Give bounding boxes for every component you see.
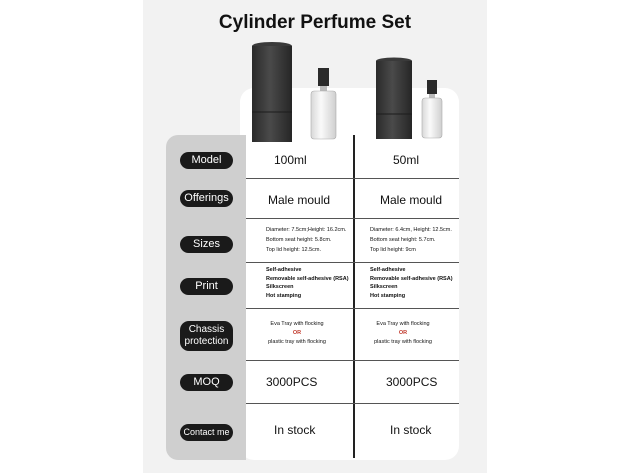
row-divider bbox=[246, 403, 459, 404]
label-contact-me[interactable]: Contact me bbox=[180, 424, 233, 441]
label-offerings: Offerings bbox=[180, 190, 233, 207]
label-model: Model bbox=[180, 152, 233, 169]
col2-chassis-line: Eva Tray with flocking bbox=[376, 321, 430, 327]
col1-size-line: Bottom seat height: 5.8cm. bbox=[266, 237, 332, 243]
col1-chassis-line: Eva Tray with flocking bbox=[270, 321, 324, 327]
page-title: Cylinder Perfume Set bbox=[218, 12, 412, 33]
col1-offerings: Male mould bbox=[268, 193, 331, 207]
col2-print-line: Self-adhesive bbox=[370, 267, 406, 273]
col1-print-line: Self-adhesive bbox=[266, 267, 302, 273]
col1-model: 100ml bbox=[274, 153, 307, 167]
col2-size-line: Bottom seat height: 5.7cm. bbox=[370, 237, 436, 243]
col2-chassis-or: OR bbox=[398, 330, 408, 336]
col2-print-line: Silkscreen bbox=[370, 284, 398, 290]
col2-stock: In stock bbox=[390, 423, 432, 437]
col2-print-line: Hot stamping bbox=[370, 292, 406, 299]
label-chassis-line2: protection bbox=[184, 336, 229, 347]
label-print: Print bbox=[180, 278, 233, 295]
col1-chassis-or: OR bbox=[292, 330, 302, 336]
col1-print-line: Hot stamping bbox=[266, 292, 302, 299]
label-sizes: Sizes bbox=[180, 236, 233, 253]
column-divider bbox=[353, 135, 355, 458]
col1-chassis bbox=[262, 320, 332, 347]
col1-print-line: Removable self-adhesive (RSA) bbox=[266, 275, 349, 282]
col1-print-line: Silkscreen bbox=[266, 284, 294, 290]
col1-stock: In stock bbox=[274, 423, 316, 437]
col1-size-line: Top lid height: 12.5cm. bbox=[266, 247, 322, 253]
product-image-50ml bbox=[370, 56, 450, 144]
label-chassis-protection bbox=[180, 321, 233, 351]
row-divider bbox=[246, 262, 459, 263]
col1-sizes bbox=[266, 225, 346, 255]
col2-offerings: Male mould bbox=[380, 193, 443, 207]
col2-size-line: Top lid height: 9cm bbox=[370, 247, 416, 253]
row-divider bbox=[246, 178, 459, 179]
label-column bbox=[166, 135, 246, 460]
row-divider bbox=[246, 218, 459, 219]
col2-print-line: Removable self-adhesive (RSA) bbox=[370, 275, 453, 282]
product-image-100ml bbox=[245, 40, 345, 144]
col2-moq: 3000PCS bbox=[386, 375, 438, 389]
col2-print bbox=[370, 266, 453, 300]
col1-size-line: Diameter: 7.5cm;Height: 16.2cm. bbox=[266, 227, 347, 233]
col2-size-line: Diameter: 6.4cm, Height: 12.5cm. bbox=[370, 227, 452, 233]
col1-moq: 3000PCS bbox=[266, 375, 318, 389]
col2-chassis bbox=[368, 320, 438, 347]
col1-chassis-line: plastic tray with flocking bbox=[268, 339, 326, 345]
row-divider bbox=[246, 360, 459, 361]
col2-model: 50ml bbox=[393, 153, 420, 167]
col2-chassis-line: plastic tray with flocking bbox=[374, 339, 432, 345]
row-divider bbox=[246, 308, 459, 309]
label-chassis-line1: Chassis bbox=[188, 324, 225, 335]
col1-print bbox=[266, 266, 349, 300]
label-moq: MOQ bbox=[180, 374, 233, 391]
col2-sizes bbox=[370, 225, 452, 255]
